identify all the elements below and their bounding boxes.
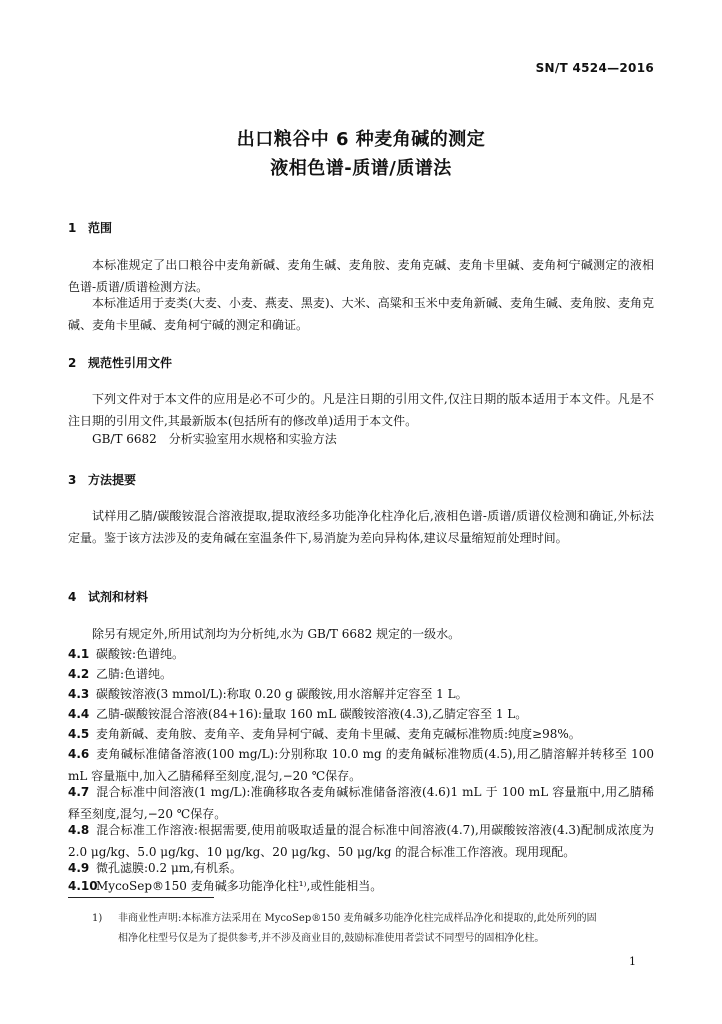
list-item xyxy=(68,703,654,725)
footnote-marker: 1) xyxy=(92,913,103,924)
page-number: 1 xyxy=(629,955,636,968)
item-number: 4.9 xyxy=(68,861,90,875)
item-text: 乙腈:色谱纯。 xyxy=(96,667,173,681)
item-text: 混合标准中间溶液(1 mg/L):准确移取各麦角碱标准储备溶液(4.6)1 mL 于 100 mL 容量瓶中,用乙腈稀释至刻度,混匀,−20 ℃保存。 xyxy=(68,785,654,821)
section-1-paragraph-1: 本标准规定了出口粮谷中麦角新碱、麦角生碱、麦角胺、麦角克碱、麦角卡里碱、麦角柯宁碱测定的液相色谱-质谱/质谱检测方法。 xyxy=(68,258,654,294)
list-item xyxy=(68,875,654,897)
section-3-heading xyxy=(68,471,136,488)
normative-reference: GB/T 6682 分析实验室用水规格和实验方法 xyxy=(92,432,337,446)
footnote xyxy=(92,909,652,949)
list-item xyxy=(68,643,654,665)
item-number: 4.3 xyxy=(68,687,90,701)
section-4-intro: 除另有规定外,所用试剂均为分析纯,水为 GB/T 6682 规定的一级水。 xyxy=(92,627,461,641)
section-number: 3 xyxy=(68,473,77,487)
section-title: 规范性引用文件 xyxy=(88,356,173,370)
section-1-heading xyxy=(68,219,112,236)
item-text: 乙腈-碳酸铵混合溶液(84+16):量取 160 mL 碳酸铵溶液(4.3),乙腈定容至 1 L。 xyxy=(96,707,528,721)
list-item xyxy=(68,663,654,685)
section-1-paragraph-2: 本标准适用于麦类(大麦、小麦、燕麦、黑麦)、大米、高粱和玉米中麦角新碱、麦角生碱、麦角胺、麦角克碱、麦角卡里碱、麦角柯宁碱的测定和确证。 xyxy=(68,296,654,332)
section-title: 试剂和材料 xyxy=(88,590,149,604)
standard-number: SN/T 4524—2016 xyxy=(535,61,654,75)
item-number: 4.5 xyxy=(68,727,90,741)
footnote-line-1: 非商业性声明:本标准方法采用在 MycoSep®150 麦角碱多功能净化柱完成样品净化和提取的,此处所列的固 xyxy=(118,913,597,924)
section-title: 方法提要 xyxy=(88,473,137,487)
section-number: 1 xyxy=(68,221,77,235)
footnote-line-2: 相净化柱型号仅是为了提供参考,并不涉及商业目的,鼓励标准使用者尝试不同型号的固相净化柱。 xyxy=(118,933,545,944)
footnote-divider xyxy=(68,897,214,898)
list-item xyxy=(68,683,654,705)
item-number: 4.8 xyxy=(68,823,90,837)
item-number: 4.4 xyxy=(68,707,90,721)
section-2-heading xyxy=(68,354,172,371)
item-text: 微孔滤膜:0.2 μm,有机系。 xyxy=(96,861,242,875)
document-title-line1: 出口粮谷中 6 种麦角碱的测定 xyxy=(236,129,486,150)
section-title: 范围 xyxy=(88,221,113,235)
document-title-line2: 液相色谱-质谱/质谱法 xyxy=(270,158,452,179)
item-number: 4.10 xyxy=(68,879,98,893)
section-3-paragraph-1: 试样用乙腈/碳酸铵混合溶液提取,提取液经多功能净化柱净化后,液相色谱-质谱/质谱仪检测和确证,外标法定量。鉴于该方法涉及的麦角碱在室温条件下,易消旋为差向异构体,建议尽量缩短前处理时间。 xyxy=(68,509,654,545)
item-number: 4.6 xyxy=(68,747,90,761)
item-text: 麦角碱标准储备溶液(100 mg/L):分别称取 10.0 mg 的麦角碱标准物质(4.5),用乙腈溶解并转移至 100 mL 容量瓶中,加入乙腈稀释至刻度,混匀,−20 ℃保存。 xyxy=(68,747,654,783)
item-text: MycoSep®150 麦角碱多功能净化柱¹⁾,或性能相当。 xyxy=(96,879,383,893)
section-2-paragraph-1: 下列文件对于本文件的应用是必不可少的。凡是注日期的引用文件,仅注日期的版本适用于本文件。凡是不注日期的引用文件,其最新版本(包括所有的修改单)适用于本文件。 xyxy=(68,392,654,428)
item-number: 4.2 xyxy=(68,667,90,681)
item-text: 碳酸铵:色谱纯。 xyxy=(96,647,185,661)
item-text: 碳酸铵溶液(3 mmol/L):称取 0.20 g 碳酸铵,用水溶解并定容至 1 L。 xyxy=(96,687,468,701)
section-4-heading xyxy=(68,588,148,605)
item-text: 混合标准工作溶液:根据需要,使用前吸取适量的混合标准中间溶液(4.7),用碳酸铵溶液(4.3)配制成浓度为 2.0 μg/kg、5.0 μg/kg、10 μg/kg、20 μg/kg、50 μg/kg 的混合标准工作溶液。现用现配。 xyxy=(68,823,654,859)
section-number: 4 xyxy=(68,590,77,604)
list-item xyxy=(68,723,654,745)
section-number: 2 xyxy=(68,356,77,370)
item-number: 4.1 xyxy=(68,647,90,661)
item-text: 麦角新碱、麦角胺、麦角辛、麦角异柯宁碱、麦角卡里碱、麦角克碱标准物质:纯度≥98%。 xyxy=(96,727,581,741)
item-number: 4.7 xyxy=(68,785,90,799)
